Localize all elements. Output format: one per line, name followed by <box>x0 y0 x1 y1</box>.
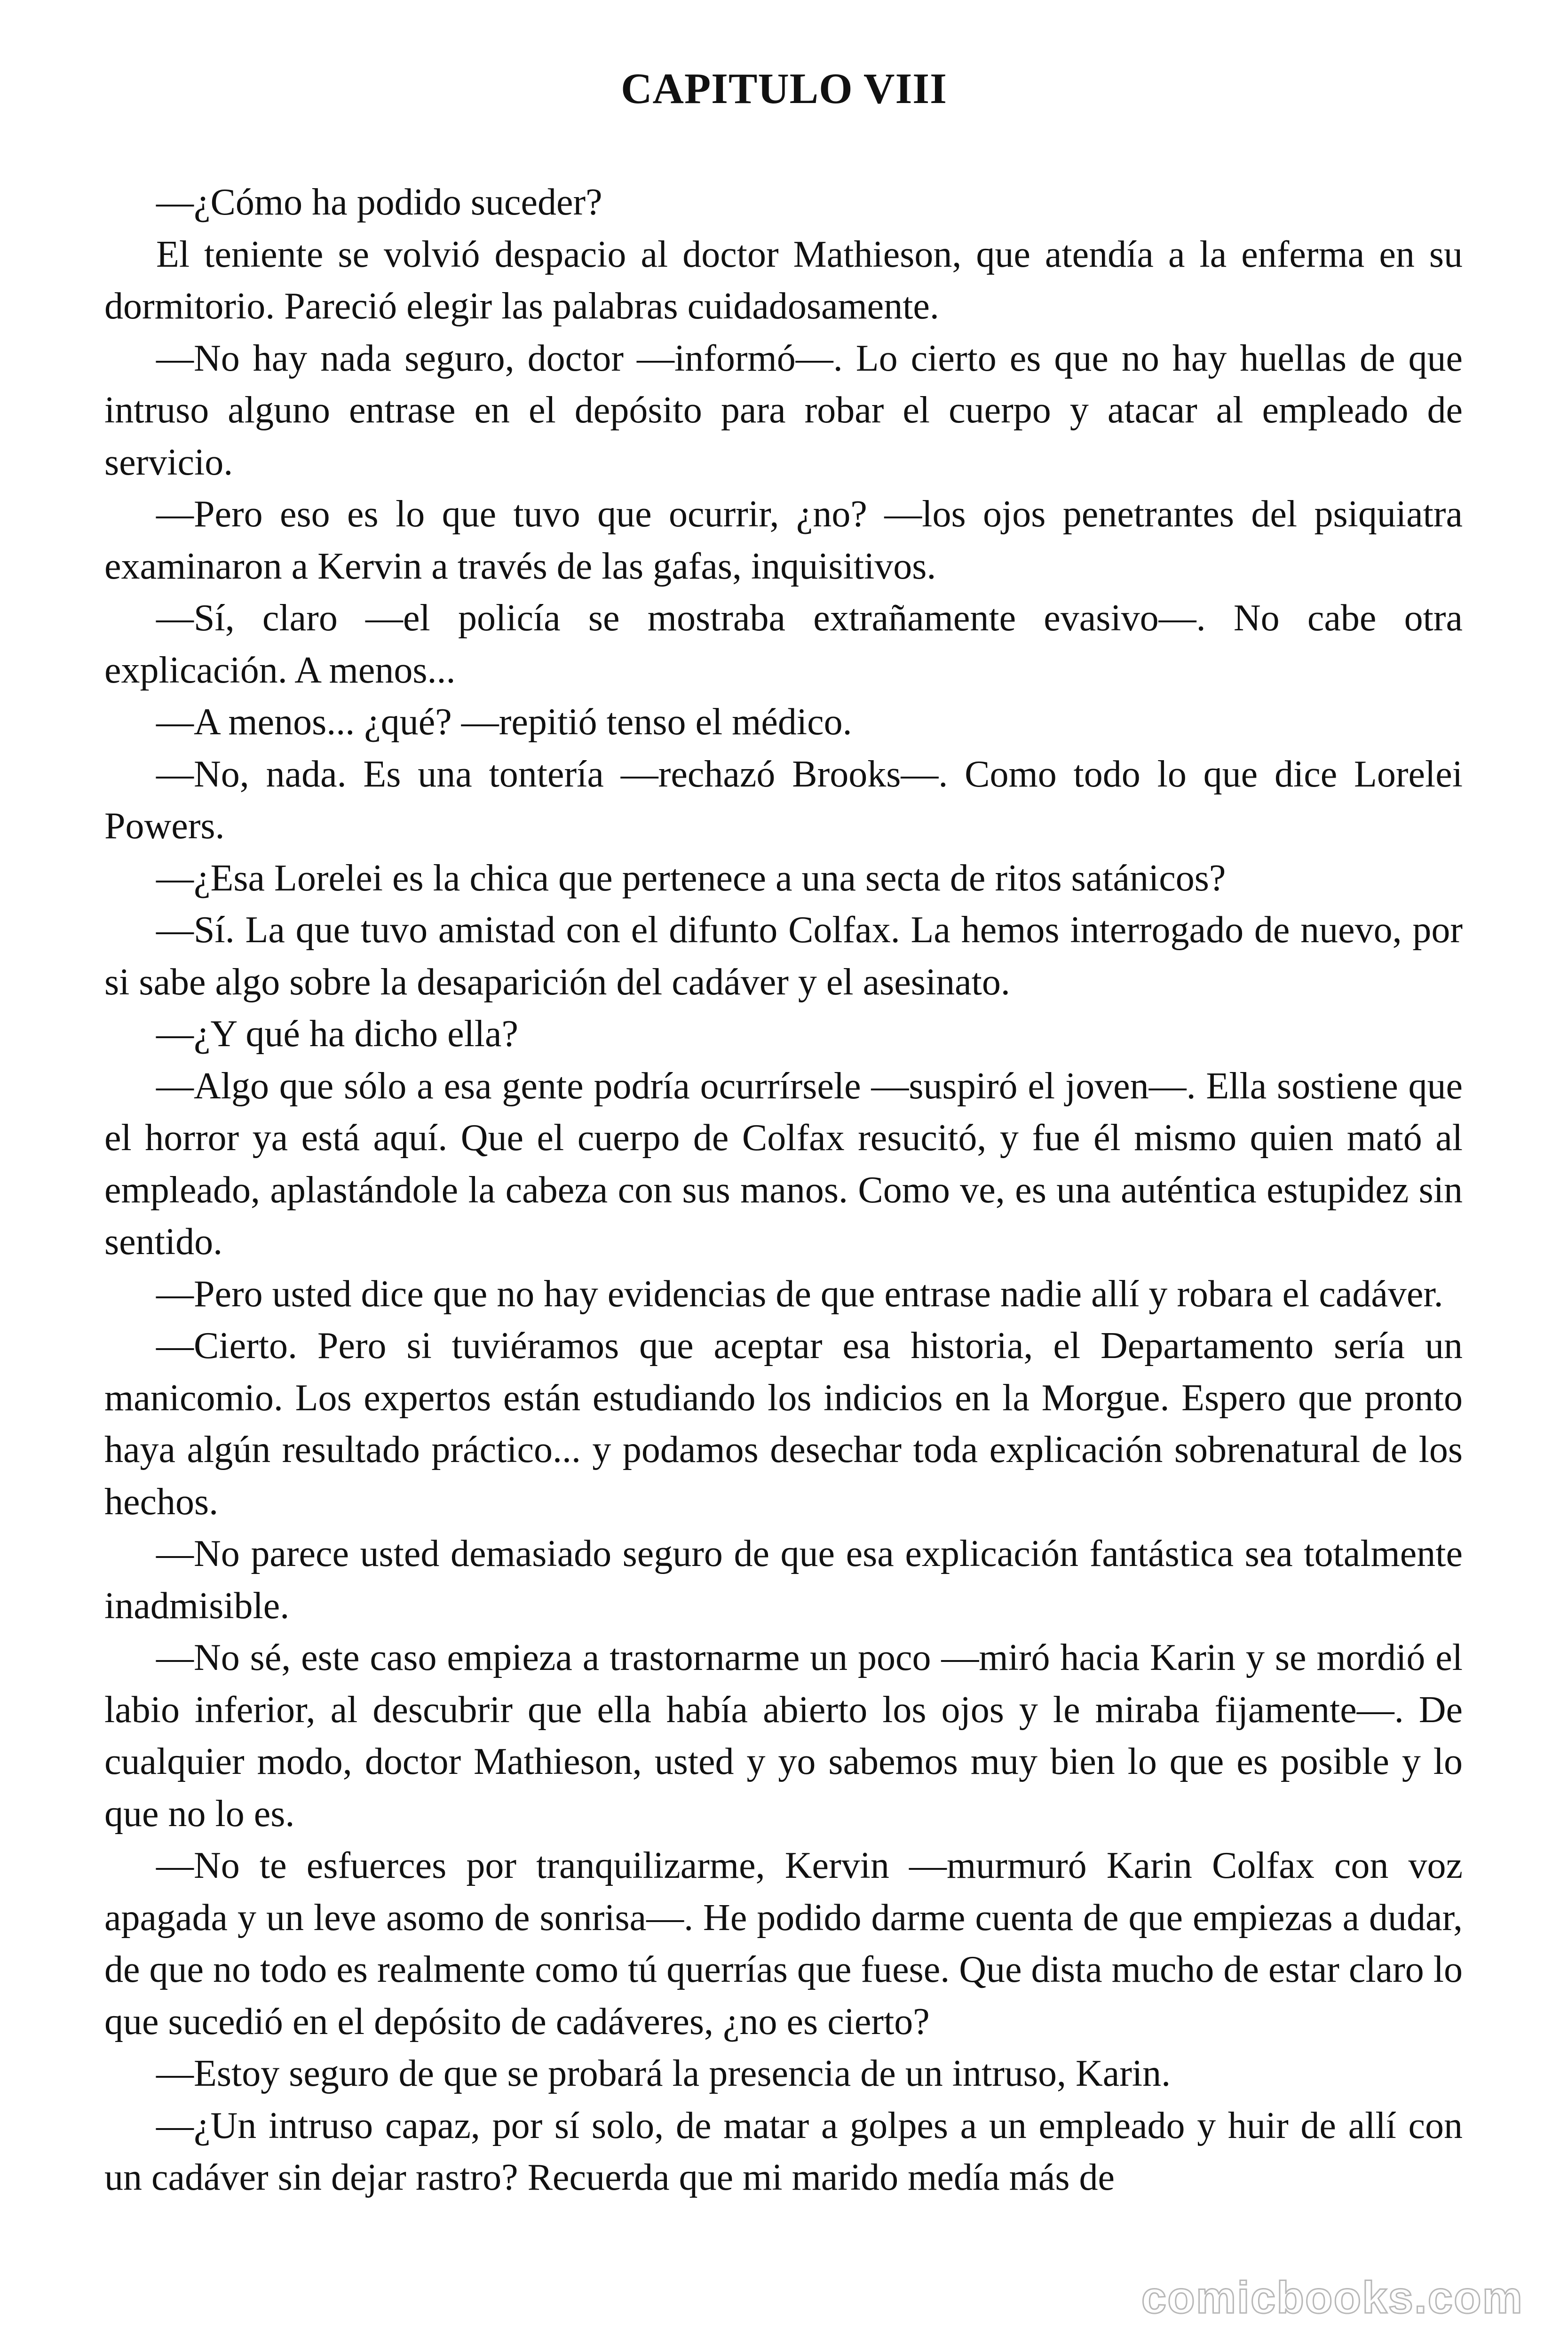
paragraph: —A menos... ¿qué? —repitió tenso el médico. <box>156 701 852 743</box>
watermark: comicbooks.com <box>1141 2273 1523 2323</box>
chapter-title: CAPITULO VIII <box>621 64 947 112</box>
paragraph: —¿Cómo ha podido suceder? <box>156 182 602 223</box>
paragraph: —Estoy seguro de que se probará la presencia de un intruso, Karin. <box>156 2053 1171 2094</box>
paragraph: —¿Esa Lorelei es la chica que pertenece a una secta de ritos satánicos? <box>156 857 1226 899</box>
paragraph: —No sé, este caso empieza a trastornarme un poco —miró hacia Karin y se mordió el labio inferior, al descubrir que ella había abierto los ojos y le miraba fijamente—. De cualquier modo, doctor Mathieson, usted y yo sabemos muy bien lo que es posible y lo que no lo es. <box>104 1637 1463 1835</box>
paragraph: —Cierto. Pero si tuviéramos que aceptar esa historia, el Departamento sería un manicomio. Los expertos están estudiando los indicios en la Morgue. Espero que pronto haya algún resultado práctico... y podamos desechar toda explicación sobrenatural de los hechos. <box>104 1325 1463 1523</box>
paragraph: —Pero eso es lo que tuvo que ocurrir, ¿no? —los ojos penetrantes del psiquiatra examinaron a Kervin a través de las gafas, inquisitivos. <box>104 493 1463 587</box>
body-text <box>104 176 1463 2204</box>
paragraph: —Sí, claro —el policía se mostraba extrañamente evasivo—. No cabe otra explicación. A menos... <box>104 597 1463 691</box>
paragraph: —Pero usted dice que no hay evidencias de que entrase nadie allí y robara el cadáver. <box>156 1273 1443 1315</box>
paragraph: —No te esfuerces por tranquilizarme, Kervin —murmuró Karin Colfax con voz apagada y un leve asomo de sonrisa—. He podido darme cuenta de que empiezas a dudar, de que no todo es realmente como tú querrías que fuese. Que dista mucho de estar claro lo que sucedió en el depósito de cadáveres, ¿no es cierto? <box>104 1845 1463 2042</box>
paragraph: —Sí. La que tuvo amistad con el difunto Colfax. La hemos interrogado de nuevo, por si sabe algo sobre la desaparición del cadáver y el asesinato. <box>104 909 1463 1003</box>
paragraph: —¿Y qué ha dicho ella? <box>156 1013 519 1055</box>
paragraph: —Algo que sólo a esa gente podría ocurrírsele —suspiró el joven—. Ella sostiene que el horror ya está aquí. Que el cuerpo de Colfax resucitó, y fue él mismo quien mató al empleado, aplastándole la cabeza con sus manos. Como ve, es una auténtica estupidez sin sentido. <box>104 1065 1463 1263</box>
paragraph: —No, nada. Es una tontería —rechazó Brooks—. Como todo lo que dice Lorelei Powers. <box>104 753 1463 847</box>
paragraph: —No hay nada seguro, doctor —informó—. Lo cierto es que no hay huellas de que intruso alguno entrase en el depósito para robar el cuerpo y atacar al empleado de servicio. <box>104 337 1463 483</box>
paragraph: —No parece usted demasiado seguro de que esa explicación fantástica sea totalmente inadmisible. <box>104 1533 1463 1627</box>
paragraph: —¿Un intruso capaz, por sí solo, de matar a golpes a un empleado y huir de allí con un cadáver sin dejar rastro? Recuerda que mi marido medía más de <box>104 2105 1463 2198</box>
paragraph: El teniente se volvió despacio al doctor Mathieson, que atendía a la enferma en su dormitorio. Pareció elegir las palabras cuidadosamente. <box>104 233 1463 327</box>
